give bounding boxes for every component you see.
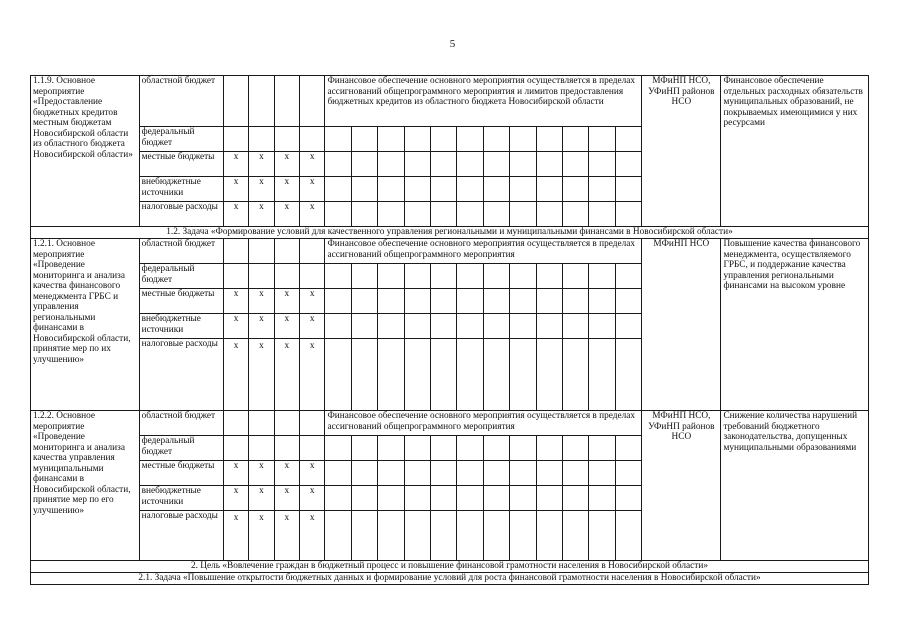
- source-local: местные бюджеты: [139, 152, 223, 177]
- source-regional: областной бюджет: [139, 239, 223, 264]
- source-local: местные бюджеты: [139, 289, 223, 314]
- result-cell: Повышение качества финансового менеджмента, осуществляемого ГРБС, и поддержание качества управления региональными финансами на высоком уровне: [721, 239, 869, 411]
- measure-cell: 1.2.2. Основное мероприятие «Проведение мониторинга и анализа качества управления муниципальными финансами в Новосибирской области, принятие мер по его улучшению»: [31, 411, 140, 561]
- x-mark: x: [223, 202, 248, 227]
- source-federal: федеральный бюджет: [139, 436, 223, 461]
- source-regional: областной бюджет: [139, 411, 223, 436]
- x-mark: x: [249, 339, 274, 411]
- x-mark: x: [249, 152, 274, 177]
- program-measures-table: [30, 75, 869, 585]
- source-tax: налоговые расходы: [139, 339, 223, 411]
- table-row: [31, 227, 869, 239]
- x-mark: x: [223, 289, 248, 314]
- x-mark: x: [249, 289, 274, 314]
- x-mark: x: [249, 511, 274, 561]
- table-row: [31, 411, 869, 436]
- x-mark: x: [223, 314, 248, 339]
- x-mark: x: [300, 461, 325, 486]
- x-mark: x: [223, 461, 248, 486]
- financing-note: Финансовое обеспечение основного мероприятия осуществляется в пределах ассигнований общепрограммного мероприятия и лимитов предоставления бюджетных кредитов из областного бюджета Новосибирской области: [325, 76, 642, 127]
- x-mark: x: [274, 339, 299, 411]
- x-mark: x: [300, 202, 325, 227]
- x-mark: x: [274, 461, 299, 486]
- section-goal-2: 2. Цель «Вовлечение граждан в бюджетный процесс и повышение финансовой грамотности населения в Новосибирской области»: [31, 561, 869, 573]
- table-row: [31, 76, 869, 127]
- x-mark: x: [300, 152, 325, 177]
- x-mark: x: [223, 339, 248, 411]
- x-mark: x: [300, 289, 325, 314]
- result-cell: Финансовое обеспечение отдельных расходных обязательств муниципальных образований, не покрываемых имеющимися у них ресурсами: [721, 76, 869, 227]
- x-mark: x: [300, 486, 325, 511]
- x-mark: x: [300, 177, 325, 202]
- x-mark: x: [274, 289, 299, 314]
- table-row: [31, 573, 869, 585]
- measure-cell: 1.2.1. Основное мероприятие «Проведение мониторинга и анализа качества финансового менеджмента ГРБС и управления региональными финансами в Новосибирской области, принятие мер по их улучшению»: [31, 239, 140, 411]
- x-mark: x: [274, 152, 299, 177]
- source-offbudget: внебюджетные источники: [139, 177, 223, 202]
- table-row: [31, 239, 869, 264]
- source-offbudget: внебюджетные источники: [139, 314, 223, 339]
- executor-cell: МФиНП НСО, УФиНП районов НСО: [642, 76, 721, 227]
- measure-cell: 1.1.9. Основное мероприятие «Предоставление бюджетных кредитов местным бюджетам Новосибирской области из областного бюджета Новосибирской области»: [31, 76, 140, 227]
- section-task-1-2: 1.2. Задача «Формирование условий для качественного управления региональными и муниципальными финансами в Новосибирской области»: [31, 227, 869, 239]
- x-mark: x: [274, 486, 299, 511]
- source-federal: федеральный бюджет: [139, 264, 223, 289]
- executor-cell: МФиНП НСО, УФиНП районов НСО: [642, 411, 721, 561]
- x-mark: x: [223, 177, 248, 202]
- source-offbudget: внебюджетные источники: [139, 486, 223, 511]
- x-mark: x: [223, 486, 248, 511]
- executor-cell: МФиНП НСО: [642, 239, 721, 411]
- financing-note: Финансовое обеспечение основного мероприятия осуществляется в пределах ассигнований общепрограммного мероприятия: [325, 411, 642, 436]
- source-local: местные бюджеты: [139, 461, 223, 486]
- section-task-2-1: 2.1. Задача «Повышение открытости бюджетных данных и формирование условий для роста финансовой грамотности населения в Новосибирской области»: [31, 573, 869, 585]
- x-mark: x: [249, 461, 274, 486]
- financing-note: Финансовое обеспечение основного мероприятия осуществляется в пределах ассигнований общепрограммного мероприятия: [325, 239, 642, 264]
- x-mark: x: [300, 339, 325, 411]
- x-mark: x: [300, 314, 325, 339]
- x-mark: x: [274, 177, 299, 202]
- source-regional: областной бюджет: [139, 76, 223, 127]
- x-mark: x: [249, 486, 274, 511]
- x-mark: x: [274, 511, 299, 561]
- result-cell: Снижение количества нарушений требований бюджетного законодательства, допущенных муниципальными образованиями: [721, 411, 869, 561]
- x-mark: x: [274, 314, 299, 339]
- x-mark: x: [249, 314, 274, 339]
- x-mark: x: [249, 202, 274, 227]
- table-row: [31, 561, 869, 573]
- x-mark: x: [223, 152, 248, 177]
- x-mark: x: [249, 177, 274, 202]
- source-tax: налоговые расходы: [139, 202, 223, 227]
- source-tax: налоговые расходы: [139, 511, 223, 561]
- x-mark: x: [300, 511, 325, 561]
- page-number: 5: [449, 38, 456, 50]
- x-mark: x: [274, 202, 299, 227]
- x-mark: x: [223, 511, 248, 561]
- source-federal: федеральный бюджет: [139, 127, 223, 152]
